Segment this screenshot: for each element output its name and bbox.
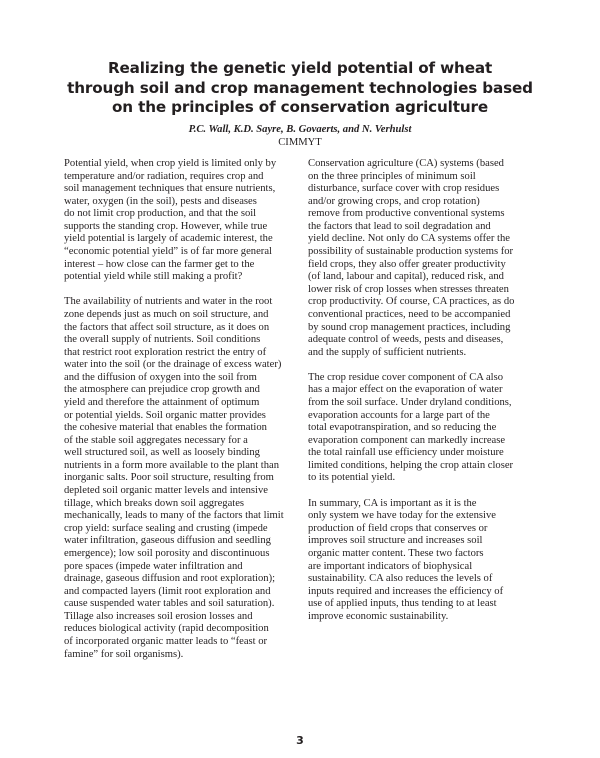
paragraph xyxy=(308,372,546,485)
text-line: the atmosphere can prejudice crop growth and xyxy=(64,384,260,396)
text-line: evaporation component can markedly increase xyxy=(308,434,506,446)
text-line: organic matter content. These two factors xyxy=(308,547,484,559)
text-line: zone depends just as much on soil structure, and xyxy=(64,308,269,320)
text-line: mechanically, leads to many of the factors that limit xyxy=(64,510,284,522)
text-line: crop yield: surface sealing and crusting (impede xyxy=(64,522,268,534)
text-line: water, oxygen (in the soil), pests and diseases xyxy=(64,195,257,207)
text-line: from the soil surface. Under dryland conditions, xyxy=(308,397,512,408)
text-line: are important indicators of biophysical xyxy=(308,560,473,572)
text-line: and/or growing crops, and crop rotation) xyxy=(308,195,480,207)
text-line: production of field crops that conserves or xyxy=(308,522,488,534)
text-line: or potential yields. Soil organic matter provides xyxy=(64,409,266,421)
text-line: In summary, CA is important as it is the xyxy=(308,497,477,509)
text-line: drainage, gaseous diffusion and root exploration); xyxy=(64,573,276,585)
text-line: improves soil structure and increases soil xyxy=(308,535,483,547)
text-line: The crop residue cover component of CA also xyxy=(308,371,504,383)
text-line: sustainability. CA also reduces the levels of xyxy=(308,573,493,585)
paragraph xyxy=(64,296,304,661)
text-line: crop productivity. Of course, CA practices, as do xyxy=(308,296,515,308)
text-line: depleted soil organic matter levels and intensive xyxy=(64,485,268,497)
page-title xyxy=(60,59,540,118)
text-line: by sound crop management practices, including xyxy=(308,321,511,333)
text-line: the factors that lead to soil degradation and xyxy=(308,220,491,232)
right-column xyxy=(308,158,546,636)
text-line: that restrict root exploration restrict the entry of xyxy=(64,346,267,358)
text-line: the factors that affect soil structure, as it does on xyxy=(64,321,270,333)
authors: P.C. Wall, K.D. Sayre, B. Govaerts, and N. Verhulst xyxy=(188,124,412,135)
text-line: (of land, labour and capital), reduced risk, and xyxy=(308,271,504,283)
text-line: nutrients in a form more available to the plant than xyxy=(64,459,280,471)
text-line: remove from productive conventional systems xyxy=(308,208,505,220)
text-line: of incorporated organic matter leads to “feast or xyxy=(64,635,268,647)
text-line: and the diffusion of oxygen into the soil from xyxy=(64,371,257,383)
text-line: yield decline. Not only do CA systems offer the xyxy=(308,233,510,245)
text-line: pore spaces (impede water infiltration and xyxy=(64,560,243,572)
text-line: reduces biological activity (rapid decomposition xyxy=(64,623,269,635)
text-line: interest – how close can the farmer get to the xyxy=(64,258,255,270)
affiliation: CIMMYT xyxy=(278,137,322,148)
text-line: Conservation agriculture (CA) systems (based xyxy=(308,158,504,169)
text-line: adequate control of weeds, pests and diseases, xyxy=(308,334,504,346)
title-line: through soil and crop management technologies based xyxy=(67,78,533,97)
text-line: and the supply of sufficient nutrients. xyxy=(308,346,467,358)
text-line: has a major effect on the evaporation of water xyxy=(308,384,503,396)
text-line: famine” for soil organisms). xyxy=(64,648,184,660)
text-line: soil management techniques that ensure nutrients, xyxy=(64,183,276,195)
page-number: 3 xyxy=(296,734,304,747)
text-line: limited conditions, helping the crop attain closer xyxy=(308,459,514,471)
text-line: the total rainfall use efficiency under moisture xyxy=(308,447,504,459)
text-line: evaporation accounts for a large part of the xyxy=(308,409,490,421)
text-line: and compacted layers (limit root exploration and xyxy=(64,585,271,597)
text-line: lower risk of crop losses when stresses threaten xyxy=(308,283,509,295)
text-line: cause suspended water tables and soil saturation). xyxy=(64,598,275,610)
text-line: Potential yield, when crop yield is limited only by xyxy=(64,158,277,169)
text-line: tillage, which breaks down soil aggregates xyxy=(64,497,245,509)
paragraph xyxy=(308,498,546,624)
text-line: of the stable soil aggregates necessary for a xyxy=(64,434,248,446)
title-line: on the principles of conservation agriculture xyxy=(112,98,488,116)
text-line: inorganic salts. Poor soil structure, resulting from xyxy=(64,472,274,484)
text-line: water infiltration, gaseous diffusion and seedling xyxy=(64,535,271,547)
text-line: The availability of nutrients and water in the root xyxy=(64,296,273,308)
text-line: disturbance, surface cover with crop residues xyxy=(308,183,500,195)
text-line: possibility of sustainable production systems for xyxy=(308,246,514,258)
text-line: improve economic sustainability. xyxy=(308,610,449,622)
text-line: field crops, they also offer greater productivity xyxy=(308,258,506,270)
text-line: temperature and/or radiation, requires crop and xyxy=(64,170,264,182)
paragraph xyxy=(308,158,546,359)
text-line: well structured soil, as well as loosely binding xyxy=(64,447,260,459)
text-line: potential yield while still making a profit? xyxy=(64,271,243,283)
text-line: the overall supply of nutrients. Soil conditions xyxy=(64,334,261,346)
text-line: emergence); low soil porosity and discontinuous xyxy=(64,547,270,559)
text-line: supports the standing crop. However, while true xyxy=(64,220,268,232)
text-line: inputs required and increases the efficiency of xyxy=(308,585,504,597)
text-line: “economic potential yield” is of far more general xyxy=(64,246,272,258)
paragraph xyxy=(64,158,304,284)
text-line: use of applied inputs, thus tending to at least xyxy=(308,598,497,610)
text-line: yield and therefore the attainment of optimum xyxy=(64,397,260,408)
text-line: total evapotranspiration, and so reducing the xyxy=(308,422,497,434)
text-line: Tillage also increases soil erosion losses and xyxy=(64,610,253,622)
text-line: do not limit crop production, and that the soil xyxy=(64,208,257,220)
title-line: Realizing the genetic yield potential of wheat xyxy=(107,59,493,77)
left-column xyxy=(64,158,304,674)
text-line: yield potential is largely of academic interest, the xyxy=(64,233,273,245)
text-line: water into the soil (or the drainage of excess water) xyxy=(64,359,282,371)
text-line: conventional practices, need to be accompanied xyxy=(308,308,511,320)
text-line: on the three principles of minimum soil xyxy=(308,170,476,182)
text-line: the cohesive material that enables the formation xyxy=(64,422,267,434)
text-line: only system we have today for the extensive xyxy=(308,510,496,522)
text-line: to its potential yield. xyxy=(308,472,396,484)
